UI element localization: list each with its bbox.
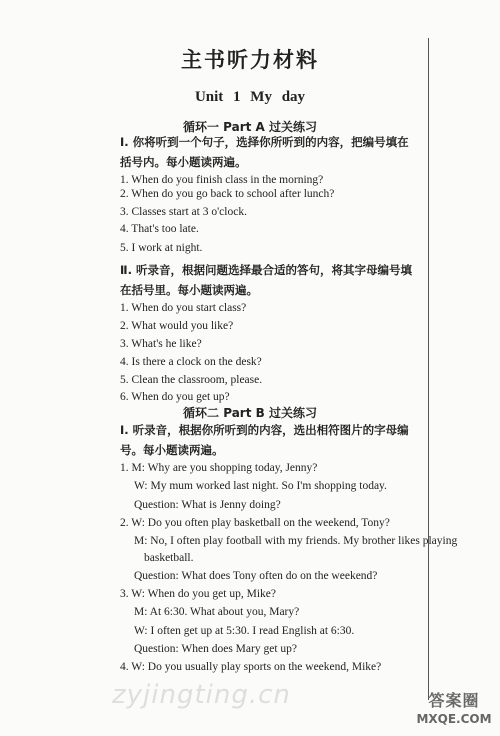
list-item: 3. Classes start at 3 o'clock.	[120, 206, 247, 218]
site-logo	[413, 690, 495, 734]
list-item: 4. That's too late.	[120, 223, 199, 235]
logo-main-text: 答案圈	[428, 691, 480, 710]
list-item: basketball.	[144, 552, 194, 564]
list-item: W: My mum worked last night. So I'm shopping today.	[134, 480, 387, 492]
list-item: 1. When do you finish class in the morning?	[120, 174, 324, 186]
logo-sub-text: MXQE.COM	[416, 712, 492, 726]
section-title-part-a: 循环一 Part A 过关练习	[182, 120, 318, 134]
instruction-a1: Ⅰ. 你将听到一个句子，选择你所听到的内容，把编号填在括号内。每小题读两遍。	[120, 135, 409, 169]
list-item: 4. Is there a clock on the desk?	[120, 356, 262, 368]
section-title-part-b: 循环二 Part B 过关练习	[183, 406, 317, 420]
list-item: 6. When do you get up?	[120, 391, 230, 403]
list-item: 1. M: Why are you shopping today, Jenny?	[120, 462, 318, 474]
list-item: 5. Clean the classroom, please.	[120, 374, 263, 386]
instruction-b1: Ⅰ. 听录音，根据你所听到的内容，选出相符图片的字母编号。每小题读两遍。	[120, 423, 409, 457]
list-item: M: No, I often play football with my friends. My brother likes playing	[134, 535, 458, 547]
list-item: 3. W: When do you get up, Mike?	[120, 588, 276, 600]
list-item: Question: What is Jenny doing?	[134, 499, 281, 511]
list-item: 2. When do you go back to school after lunch?	[120, 188, 335, 200]
list-item: 2. What would you like?	[120, 320, 234, 332]
list-item: 5. I work at night.	[120, 242, 203, 254]
list-item: 3. What's he like?	[120, 338, 202, 350]
list-item: 2. W: Do you often play basketball on the weekend, Tony?	[120, 517, 390, 529]
list-item: W: I often get up at 5:30. I read English at 6:30.	[134, 625, 355, 637]
unit-title: Unit 1 My day	[194, 89, 306, 105]
page-edge-rule	[428, 38, 429, 700]
list-item: M: At 6:30. What about you, Mary?	[134, 606, 300, 618]
list-item: Question: What does Tony often do on the weekend?	[134, 570, 378, 582]
list-item: Question: When does Mary get up?	[134, 643, 297, 655]
list-item: 4. W: Do you usually play sports on the weekend, Mike?	[120, 661, 382, 673]
list-item: 1. When do you start class?	[120, 302, 247, 314]
instruction-a2: Ⅱ. 听录音，根据问题选择最合适的答句，将其字母编号填在括号里。每小题读两遍。	[120, 263, 412, 297]
page-title: 主书听力材料	[181, 48, 319, 72]
watermark: zyjingting.cn	[112, 680, 291, 710]
